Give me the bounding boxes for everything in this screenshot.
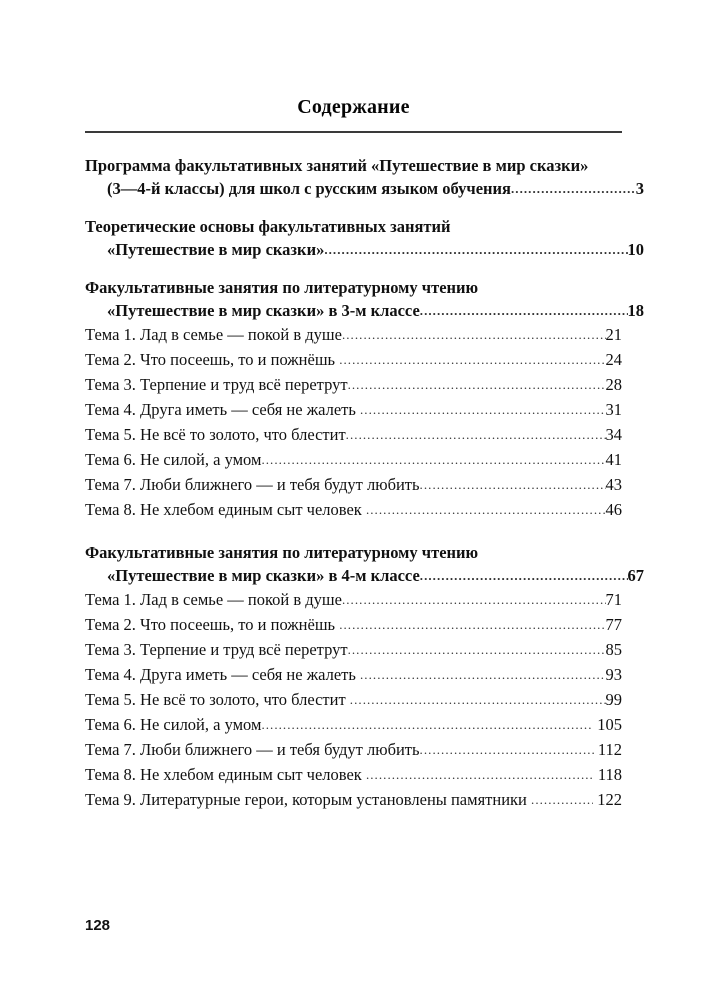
toc-entry-page-number: 18 (627, 301, 644, 320)
toc-theme-entry[interactable] (85, 398, 622, 423)
toc-entry-page-number: 10 (627, 240, 644, 259)
toc-leader-dots (339, 347, 605, 372)
toc-leader-dots (346, 422, 606, 447)
toc-theme-entry[interactable] (85, 763, 622, 788)
toc-entry-page-number: 85 (605, 640, 622, 659)
toc-entry-list (85, 154, 644, 813)
toc-entry-row (85, 373, 622, 398)
toc-entry-row (85, 788, 622, 813)
toc-leader-dots (324, 237, 627, 261)
toc-leader-dots (366, 497, 606, 522)
toc-entry-title-line1: Факультативные занятия по литературному чтению (85, 543, 479, 562)
toc-entry-page-number: 34 (605, 425, 622, 444)
toc-entry-label: Тема 5. Не всё то золото, что блестит (85, 690, 350, 709)
toc-entry-title-line1: Программа факультативных занятий «Путешествие в мир сказки» (85, 156, 589, 175)
toc-entry-page-number: 122 (593, 790, 622, 809)
toc-entry-label: Тема 2. Что посеешь, то и пожнёшь (85, 615, 340, 634)
page-number-folio: 128 (85, 917, 111, 934)
toc-entry-page-number: 41 (605, 450, 622, 469)
toc-leader-dots (360, 662, 606, 687)
toc-entry-page-number: 28 (605, 375, 622, 394)
toc-entry-row (85, 498, 622, 523)
toc-leader-dots (342, 587, 606, 612)
toc-entry-label: «Путешествие в мир сказки» (107, 240, 325, 259)
toc-entry-label: (3—4-й классы) для школ с русским языком обучения (107, 179, 511, 198)
toc-entry-page-number: 105 (593, 715, 622, 734)
toc-leader-dots (366, 762, 594, 787)
toc-entry-label: Тема 2. Что посеешь, то и пожнёшь (85, 350, 340, 369)
toc-entry-row (85, 448, 622, 473)
toc-entry-page-number: 24 (605, 350, 622, 369)
toc-theme-entry[interactable] (85, 348, 622, 373)
toc-entry-row (85, 299, 644, 323)
toc-entry-page-number: 67 (627, 566, 644, 585)
toc-entry-page-number: 77 (605, 615, 622, 634)
toc-entry-row (85, 564, 644, 588)
toc-section-entry[interactable] (85, 215, 644, 262)
toc-leader-dots (531, 787, 593, 812)
toc-theme-entry[interactable] (85, 423, 622, 448)
toc-entry-row (85, 323, 622, 348)
toc-entry-row (85, 638, 622, 663)
toc-entry-row (85, 398, 622, 423)
toc-entry-page-number: 71 (605, 590, 622, 609)
title-divider (85, 131, 622, 133)
toc-theme-entry[interactable] (85, 613, 622, 638)
toc-entry-row (85, 713, 622, 738)
toc-entry-label: Тема 8. Не хлебом единым сыт человек (85, 765, 366, 784)
toc-entry-label: Тема 7. Люби ближнего — и тебя будут любить (85, 475, 420, 494)
toc-entry-label: Тема 9. Литературные герои, которым установлены памятники (85, 790, 532, 809)
toc-entry-label: Тема 3. Терпение и труд всё перетрут (85, 640, 348, 659)
toc-entry-label: Тема 7. Люби ближнего — и тебя будут любить (85, 740, 420, 759)
toc-leader-dots (350, 687, 606, 712)
toc-entry-row (85, 688, 622, 713)
toc-leader-dots (261, 712, 593, 737)
toc-leader-dots (348, 372, 606, 397)
toc-leader-dots (420, 737, 594, 762)
toc-entry-title-line1: Факультативные занятия по литературному чтению (85, 278, 479, 297)
toc-theme-entry[interactable] (85, 373, 622, 398)
toc-entry-label: Тема 4. Друга иметь — себя не жалеть (85, 665, 360, 684)
toc-entry-page-number: 93 (605, 665, 622, 684)
toc-entry-label: Тема 3. Терпение и труд всё перетрут (85, 375, 348, 394)
toc-entry-row (85, 348, 622, 373)
toc-leader-dots (420, 472, 606, 497)
toc-entry-page-number: 31 (605, 400, 622, 419)
toc-leader-dots (360, 397, 606, 422)
toc-section-entry[interactable] (85, 276, 644, 323)
toc-leader-dots (420, 563, 628, 587)
toc-entry-row (85, 738, 622, 763)
toc-entry-label: «Путешествие в мир сказки» в 4-м классе (107, 566, 420, 585)
toc-theme-entry[interactable] (85, 688, 622, 713)
toc-entry-page-number: 43 (605, 475, 622, 494)
toc-entry-row (85, 238, 644, 262)
toc-theme-entry[interactable] (85, 588, 622, 613)
toc-entry-label: «Путешествие в мир сказки» в 3-м классе (107, 301, 420, 320)
toc-entry-label: Тема 1. Лад в семье — покой в душе (85, 325, 342, 344)
toc-entry-row (85, 613, 622, 638)
toc-entry-label: Тема 6. Не силой, а умом (85, 450, 262, 469)
toc-theme-entry[interactable] (85, 498, 622, 523)
toc-entry-page-number: 46 (605, 500, 622, 519)
toc-theme-entry[interactable] (85, 448, 622, 473)
toc-section-entry[interactable] (85, 154, 644, 201)
toc-entry-label: Тема 6. Не силой, а умом (85, 715, 262, 734)
toc-theme-entry[interactable] (85, 323, 622, 348)
toc-entry-title-line1: Теоретические основы факультативных занятий (85, 217, 451, 236)
toc-leader-dots (420, 298, 628, 322)
toc-entry-label: Тема 8. Не хлебом единым сыт человек (85, 500, 366, 519)
toc-entry-label: Тема 5. Не всё то золото, что блестит (85, 425, 346, 444)
toc-entry-row (85, 763, 622, 788)
toc-entry-label: Тема 4. Друга иметь — себя не жалеть (85, 400, 360, 419)
toc-theme-entry[interactable] (85, 663, 622, 688)
toc-leader-dots (342, 322, 606, 347)
toc-entry-row (85, 177, 644, 201)
toc-theme-entry[interactable] (85, 738, 622, 763)
toc-entry-page-number: 112 (593, 740, 622, 759)
toc-entry-page-number: 118 (593, 765, 622, 784)
toc-entry-label: Тема 1. Лад в семье — покой в душе (85, 590, 342, 609)
toc-theme-entry[interactable] (85, 473, 622, 498)
toc-entry-page-number: 99 (605, 690, 622, 709)
toc-leader-dots (511, 176, 636, 200)
toc-leader-dots (339, 612, 605, 637)
toc-entry-row (85, 588, 622, 613)
toc-theme-entry[interactable] (85, 788, 622, 813)
toc-leader-dots (348, 637, 606, 662)
toc-entry-page-number: 3 (635, 179, 644, 198)
toc-theme-entry[interactable] (85, 713, 622, 738)
toc-leader-dots (261, 447, 605, 472)
toc-section-entry[interactable] (85, 541, 644, 588)
toc-entry-page-number: 21 (605, 325, 622, 344)
toc-entry-row (85, 423, 622, 448)
page-title: Содержание (297, 96, 410, 118)
toc-entry-row (85, 663, 622, 688)
toc-theme-entry[interactable] (85, 638, 622, 663)
toc-entry-row (85, 473, 622, 498)
